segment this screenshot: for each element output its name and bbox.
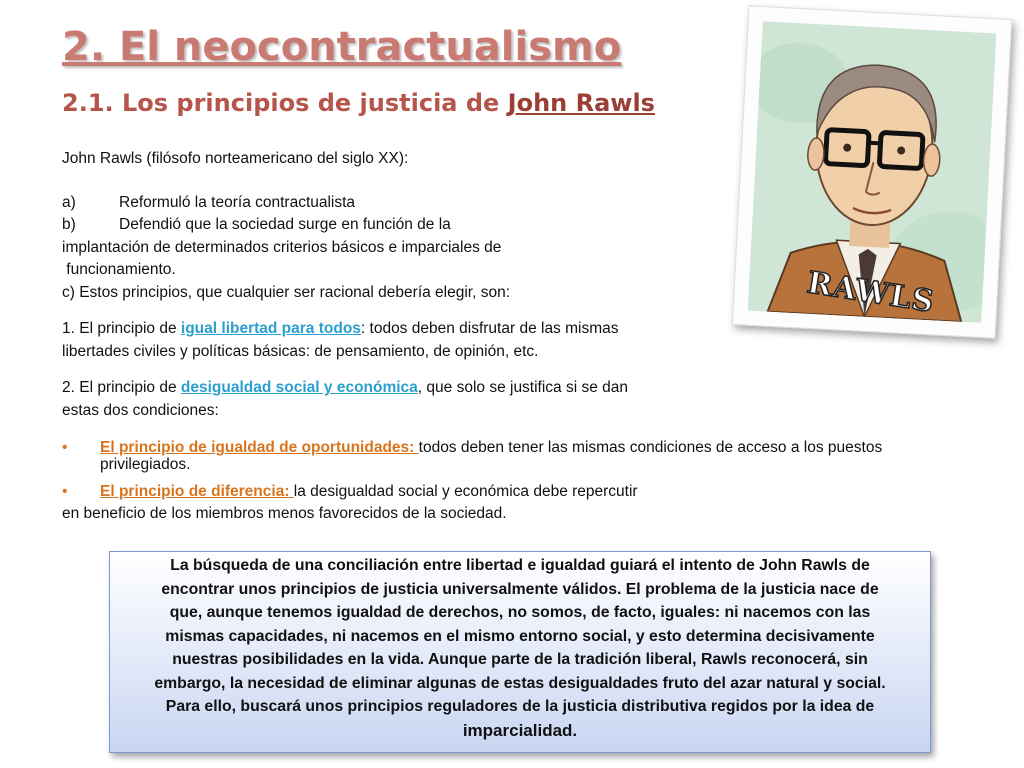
item-b-text: Defendió que la sociedad surge en función de la: [119, 216, 451, 233]
intro-text: John Rawls (filósofo norteamericano del siglo XX):: [62, 150, 409, 167]
principle-1: [62, 318, 619, 341]
item-b-marker: b): [62, 216, 76, 233]
rawls-portrait: [732, 5, 1012, 338]
item-c: c) Estos principios, que cualquier ser racional debería elegir, son:: [62, 284, 511, 301]
subtitle-name-link[interactable]: John Rawls: [507, 89, 655, 117]
item-b-line1: [62, 214, 451, 237]
slide-subtitle: [62, 89, 655, 117]
bullet-equal-opportunity: [62, 439, 962, 475]
item-b-line3: funcionamiento.: [62, 261, 176, 278]
summary-line: encontrar unos principios de justicia universalmente válidos. El problema de la justicia nace de: [161, 580, 879, 598]
principle-2-link[interactable]: desigualdad social y económica: [180, 379, 418, 396]
bullet-1-label-link[interactable]: El principio de igualdad de oportunidades:: [100, 439, 419, 456]
summary-line: La búsqueda de una conciliación entre libertad e igualdad guiará el intento de John Rawls de: [170, 557, 870, 574]
item-a-text: Reformuló la teoría contractualista: [119, 194, 356, 211]
principle-1-line2: libertades civiles y políticas básicas: de pensamiento, de opinión, etc.: [62, 343, 539, 360]
summary-line: imparcialidad.: [462, 720, 578, 740]
summary-line: que, aunque tenemos igualdad de derechos, no somos, de facto, iguales: ni nacemos con las: [169, 604, 871, 621]
bullet-1-text: [100, 439, 882, 456]
principle-1-link[interactable]: igual libertad para todos: [180, 320, 361, 337]
principle-2-line2: estas dos condiciones:: [62, 402, 219, 419]
summary-box: [109, 551, 931, 753]
bullet-2-body: la desigualdad social y económica debe repercutir: [293, 483, 638, 500]
item-a-marker: a): [62, 194, 76, 211]
bullet-difference: [62, 483, 962, 503]
summary-line: mismas capacidades, ni nacemos en el mismo entorno social, y esto determina decisivamente: [165, 627, 875, 645]
item-b-line2: implantación de determinados criterios básicos e imparciales de: [62, 239, 502, 256]
bullet-2-label-link[interactable]: El principio de diferencia:: [100, 483, 294, 500]
principle-2-prefix: 2. El principio de: [62, 379, 181, 396]
bullet-dot: •: [62, 483, 68, 500]
portrait-caption: RAWLS: [804, 265, 937, 320]
summary-line: nuestras posibilidades en la vida. Aunque parte de la tradición liberal, Rawls reconocerá, sin: [172, 651, 868, 668]
principle-2-suffix: , que solo se justifica si se dan: [417, 379, 629, 396]
portrait-illustration: [748, 21, 997, 323]
bullet-2-line2: en beneficio de los miembros menos favorecidos de la sociedad.: [62, 505, 507, 522]
item-a: [62, 192, 355, 215]
bullet-1-line2: privilegiados.: [100, 456, 191, 473]
slide-title: 2. El neocontractualismo: [62, 24, 622, 70]
principle-1-prefix: 1. El principio de: [62, 320, 181, 337]
summary-line: embargo, la necesidad de eliminar algunas de estas desigualdades fruto del azar natural y social.: [154, 674, 886, 692]
summary-line: Para ello, buscará unos principios reguladores de la justicia distributiva regidos por la idea de: [165, 698, 875, 715]
bullet-2-text: [100, 483, 638, 500]
principle-1-suffix: : todos deben disfrutar de las mismas: [360, 320, 619, 337]
subtitle-prefix: 2.1. Los principios de justicia de: [62, 89, 508, 117]
bullet-dot: •: [62, 439, 68, 456]
principle-2: [62, 377, 628, 400]
bullet-1-body: todos deben tener las mismas condiciones de acceso a los puestos: [418, 439, 883, 456]
